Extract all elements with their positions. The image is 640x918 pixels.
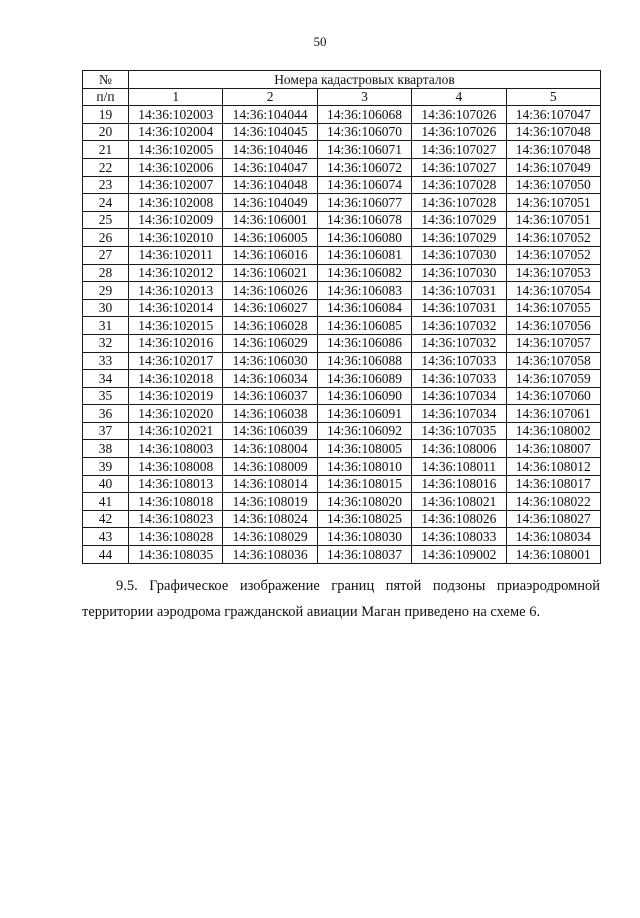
cadastral-quarter-cell: 14:36:102020 bbox=[129, 405, 223, 423]
row-number-cell: 42 bbox=[83, 510, 129, 528]
cadastral-quarter-cell: 14:36:108024 bbox=[223, 510, 317, 528]
row-number-cell: 23 bbox=[83, 176, 129, 194]
cadastral-quarter-cell: 14:36:108035 bbox=[129, 546, 223, 564]
table-row bbox=[83, 211, 601, 229]
cadastral-quarter-cell: 14:36:107029 bbox=[412, 211, 506, 229]
cadastral-quarter-cell: 14:36:106086 bbox=[317, 334, 411, 352]
table-row bbox=[83, 458, 601, 476]
row-number-cell: 22 bbox=[83, 158, 129, 176]
cadastral-quarter-cell: 14:36:104048 bbox=[223, 176, 317, 194]
cadastral-quarter-cell: 14:36:108037 bbox=[317, 546, 411, 564]
table-row bbox=[83, 317, 601, 335]
row-number-cell: 32 bbox=[83, 334, 129, 352]
cadastral-quarter-cell: 14:36:106078 bbox=[317, 211, 411, 229]
table-row bbox=[83, 176, 601, 194]
cadastral-quarter-cell: 14:36:108011 bbox=[412, 458, 506, 476]
cadastral-quarter-cell: 14:36:104049 bbox=[223, 194, 317, 212]
cadastral-quarter-cell: 14:36:107051 bbox=[506, 194, 600, 212]
table-row bbox=[83, 546, 601, 564]
cadastral-quarter-cell: 14:36:108018 bbox=[129, 493, 223, 511]
cadastral-quarter-cell: 14:36:106028 bbox=[223, 317, 317, 335]
cadastral-quarter-cell: 14:36:108028 bbox=[129, 528, 223, 546]
cadastral-quarter-cell: 14:36:106084 bbox=[317, 299, 411, 317]
cadastral-quarter-cell: 14:36:106026 bbox=[223, 282, 317, 300]
cadastral-quarter-cell: 14:36:106030 bbox=[223, 352, 317, 370]
cadastral-quarter-cell: 14:36:107034 bbox=[412, 387, 506, 405]
cadastral-quarter-cell: 14:36:106088 bbox=[317, 352, 411, 370]
cadastral-quarter-cell: 14:36:102003 bbox=[129, 106, 223, 124]
table-row bbox=[83, 299, 601, 317]
cadastral-quarter-cell: 14:36:106001 bbox=[223, 211, 317, 229]
cadastral-quarter-cell: 14:36:106090 bbox=[317, 387, 411, 405]
cadastral-quarter-cell: 14:36:107029 bbox=[412, 229, 506, 247]
header-column-number: 2 bbox=[223, 88, 317, 106]
row-number-cell: 33 bbox=[83, 352, 129, 370]
table-row bbox=[83, 493, 601, 511]
row-number-cell: 28 bbox=[83, 264, 129, 282]
cadastral-quarter-cell: 14:36:107052 bbox=[506, 246, 600, 264]
cadastral-quarter-cell: 14:36:102011 bbox=[129, 246, 223, 264]
cadastral-quarter-cell: 14:36:108008 bbox=[129, 458, 223, 476]
cadastral-quarter-cell: 14:36:108020 bbox=[317, 493, 411, 511]
page-number: 50 bbox=[313, 34, 327, 49]
cadastral-quarter-cell: 14:36:102009 bbox=[129, 211, 223, 229]
cadastral-quarter-cell: 14:36:102007 bbox=[129, 176, 223, 194]
header-group-title: Номера кадастровых кварталов bbox=[129, 71, 601, 89]
table-row bbox=[83, 370, 601, 388]
table-header bbox=[83, 71, 601, 106]
cadastral-quarter-cell: 14:36:106074 bbox=[317, 176, 411, 194]
table-row bbox=[83, 387, 601, 405]
cadastral-quarter-cell: 14:36:107028 bbox=[412, 176, 506, 194]
table-row bbox=[83, 106, 601, 124]
cadastral-quarter-cell: 14:36:108009 bbox=[223, 458, 317, 476]
cadastral-quarter-cell: 14:36:107033 bbox=[412, 352, 506, 370]
cadastral-quarter-cell: 14:36:107034 bbox=[412, 405, 506, 423]
cadastral-quarter-cell: 14:36:108014 bbox=[223, 475, 317, 493]
cadastral-quarter-cell: 14:36:108015 bbox=[317, 475, 411, 493]
cadastral-quarter-cell: 14:36:107057 bbox=[506, 334, 600, 352]
cadastral-quarter-cell: 14:36:106091 bbox=[317, 405, 411, 423]
cadastral-quarter-cell: 14:36:104046 bbox=[223, 141, 317, 159]
cadastral-quarter-cell: 14:36:102004 bbox=[129, 123, 223, 141]
cadastral-quarter-cell: 14:36:108029 bbox=[223, 528, 317, 546]
header-num-symbol: № bbox=[83, 71, 129, 89]
cadastral-quarter-cell: 14:36:107031 bbox=[412, 299, 506, 317]
row-number-cell: 40 bbox=[83, 475, 129, 493]
schema-reference-paragraph bbox=[82, 573, 600, 625]
cadastral-quarter-cell: 14:36:107061 bbox=[506, 405, 600, 423]
cadastral-quarter-cell: 14:36:106072 bbox=[317, 158, 411, 176]
cadastral-quarter-cell: 14:36:107031 bbox=[412, 282, 506, 300]
cadastral-quarter-cell: 14:36:106092 bbox=[317, 422, 411, 440]
cadastral-quarter-cell: 14:36:107048 bbox=[506, 141, 600, 159]
cadastral-quarter-cell: 14:36:107054 bbox=[506, 282, 600, 300]
cadastral-quarter-cell: 14:36:108013 bbox=[129, 475, 223, 493]
table-row bbox=[83, 123, 601, 141]
row-number-cell: 35 bbox=[83, 387, 129, 405]
cadastral-quarter-cell: 14:36:107032 bbox=[412, 334, 506, 352]
cadastral-quarter-cell: 14:36:108010 bbox=[317, 458, 411, 476]
cadastral-quarter-cell: 14:36:102018 bbox=[129, 370, 223, 388]
cadastral-quarter-cell: 14:36:108019 bbox=[223, 493, 317, 511]
cadastral-quarter-cell: 14:36:107055 bbox=[506, 299, 600, 317]
cadastral-quarter-cell: 14:36:108023 bbox=[129, 510, 223, 528]
cadastral-quarter-cell: 14:36:108036 bbox=[223, 546, 317, 564]
cadastral-quarter-cell: 14:36:107047 bbox=[506, 106, 600, 124]
row-number-cell: 26 bbox=[83, 229, 129, 247]
table-row bbox=[83, 246, 601, 264]
cadastral-quarter-cell: 14:36:102017 bbox=[129, 352, 223, 370]
header-column-number: 4 bbox=[412, 88, 506, 106]
row-number-cell: 25 bbox=[83, 211, 129, 229]
cadastral-quarters-table bbox=[82, 70, 601, 564]
cadastral-quarter-cell: 14:36:106077 bbox=[317, 194, 411, 212]
cadastral-quarter-cell: 14:36:106038 bbox=[223, 405, 317, 423]
cadastral-quarter-cell: 14:36:102010 bbox=[129, 229, 223, 247]
cadastral-quarter-cell: 14:36:107052 bbox=[506, 229, 600, 247]
cadastral-quarter-cell: 14:36:107049 bbox=[506, 158, 600, 176]
cadastral-quarter-cell: 14:36:104045 bbox=[223, 123, 317, 141]
paragraph-line: 9.5. Графическое изображение границ пятой подзоны приаэродромной bbox=[116, 578, 600, 594]
cadastral-quarter-cell: 14:36:106037 bbox=[223, 387, 317, 405]
cadastral-quarter-cell: 14:36:104044 bbox=[223, 106, 317, 124]
cadastral-quarter-cell: 14:36:106085 bbox=[317, 317, 411, 335]
table-row bbox=[83, 352, 601, 370]
cadastral-quarter-cell: 14:36:102008 bbox=[129, 194, 223, 212]
table-row bbox=[83, 440, 601, 458]
cadastral-quarter-cell: 14:36:108026 bbox=[412, 510, 506, 528]
cadastral-quarter-cell: 14:36:102006 bbox=[129, 158, 223, 176]
cadastral-quarter-cell: 14:36:107027 bbox=[412, 158, 506, 176]
cadastral-quarter-cell: 14:36:107048 bbox=[506, 123, 600, 141]
cadastral-quarter-cell: 14:36:106021 bbox=[223, 264, 317, 282]
cadastral-quarter-cell: 14:36:106083 bbox=[317, 282, 411, 300]
cadastral-quarter-cell: 14:36:106027 bbox=[223, 299, 317, 317]
cadastral-quarter-cell: 14:36:107032 bbox=[412, 317, 506, 335]
row-number-cell: 39 bbox=[83, 458, 129, 476]
cadastral-quarter-cell: 14:36:102015 bbox=[129, 317, 223, 335]
table-row bbox=[83, 282, 601, 300]
cadastral-quarter-cell: 14:36:102013 bbox=[129, 282, 223, 300]
cadastral-quarter-cell: 14:36:106029 bbox=[223, 334, 317, 352]
cadastral-quarter-cell: 14:36:108034 bbox=[506, 528, 600, 546]
cadastral-quarter-cell: 14:36:106071 bbox=[317, 141, 411, 159]
header-column-number: 5 bbox=[506, 88, 600, 106]
cadastral-quarter-cell: 14:36:108004 bbox=[223, 440, 317, 458]
table-row bbox=[83, 528, 601, 546]
row-number-cell: 38 bbox=[83, 440, 129, 458]
cadastral-quarter-cell: 14:36:108025 bbox=[317, 510, 411, 528]
cadastral-quarter-cell: 14:36:102021 bbox=[129, 422, 223, 440]
cadastral-quarter-cell: 14:36:107053 bbox=[506, 264, 600, 282]
cadastral-quarter-cell: 14:36:106070 bbox=[317, 123, 411, 141]
cadastral-quarter-cell: 14:36:108022 bbox=[506, 493, 600, 511]
cadastral-quarter-cell: 14:36:108006 bbox=[412, 440, 506, 458]
table-row bbox=[83, 229, 601, 247]
row-number-cell: 24 bbox=[83, 194, 129, 212]
cadastral-quarter-cell: 14:36:108007 bbox=[506, 440, 600, 458]
cadastral-quarter-cell: 14:36:109002 bbox=[412, 546, 506, 564]
cadastral-quarter-cell: 14:36:107026 bbox=[412, 123, 506, 141]
cadastral-quarter-cell: 14:36:106080 bbox=[317, 229, 411, 247]
cadastral-quarter-cell: 14:36:107026 bbox=[412, 106, 506, 124]
cadastral-quarter-cell: 14:36:106039 bbox=[223, 422, 317, 440]
cadastral-quarter-cell: 14:36:106034 bbox=[223, 370, 317, 388]
cadastral-quarter-cell: 14:36:106082 bbox=[317, 264, 411, 282]
header-column-number: 3 bbox=[317, 88, 411, 106]
row-number-cell: 21 bbox=[83, 141, 129, 159]
table-row bbox=[83, 141, 601, 159]
table-row bbox=[83, 158, 601, 176]
paragraph-line: территории аэродрома гражданской авиации Маган приведено на схеме 6. bbox=[82, 604, 541, 620]
cadastral-quarter-cell: 14:36:108012 bbox=[506, 458, 600, 476]
cadastral-quarter-cell: 14:36:107033 bbox=[412, 370, 506, 388]
cadastral-quarter-cell: 14:36:108005 bbox=[317, 440, 411, 458]
cadastral-quarter-cell: 14:36:106068 bbox=[317, 106, 411, 124]
cadastral-quarter-cell: 14:36:102012 bbox=[129, 264, 223, 282]
table-row bbox=[83, 334, 601, 352]
table-row bbox=[83, 194, 601, 212]
table-row bbox=[83, 510, 601, 528]
cadastral-quarter-cell: 14:36:107050 bbox=[506, 176, 600, 194]
row-number-cell: 34 bbox=[83, 370, 129, 388]
table-row bbox=[83, 422, 601, 440]
cadastral-quarter-cell: 14:36:107056 bbox=[506, 317, 600, 335]
cadastral-quarter-cell: 14:36:107060 bbox=[506, 387, 600, 405]
row-number-cell: 43 bbox=[83, 528, 129, 546]
cadastral-quarter-cell: 14:36:107030 bbox=[412, 264, 506, 282]
row-number-cell: 19 bbox=[83, 106, 129, 124]
cadastral-quarter-cell: 14:36:108002 bbox=[506, 422, 600, 440]
row-number-cell: 36 bbox=[83, 405, 129, 423]
cadastral-quarter-cell: 14:36:106005 bbox=[223, 229, 317, 247]
cadastral-quarter-cell: 14:36:106016 bbox=[223, 246, 317, 264]
row-number-cell: 30 bbox=[83, 299, 129, 317]
cadastral-quarter-cell: 14:36:108021 bbox=[412, 493, 506, 511]
cadastral-quarter-cell: 14:36:107058 bbox=[506, 352, 600, 370]
cadastral-quarter-cell: 14:36:104047 bbox=[223, 158, 317, 176]
cadastral-quarter-cell: 14:36:108001 bbox=[506, 546, 600, 564]
header-column-number: 1 bbox=[129, 88, 223, 106]
cadastral-quarter-cell: 14:36:108033 bbox=[412, 528, 506, 546]
cadastral-quarter-cell: 14:36:107028 bbox=[412, 194, 506, 212]
row-number-cell: 27 bbox=[83, 246, 129, 264]
row-number-cell: 41 bbox=[83, 493, 129, 511]
table-body bbox=[83, 106, 601, 563]
cadastral-quarter-cell: 14:36:106089 bbox=[317, 370, 411, 388]
cadastral-quarter-cell: 14:36:102016 bbox=[129, 334, 223, 352]
cadastral-quarter-cell: 14:36:108016 bbox=[412, 475, 506, 493]
table-row bbox=[83, 264, 601, 282]
row-number-cell: 29 bbox=[83, 282, 129, 300]
row-number-cell: 20 bbox=[83, 123, 129, 141]
cadastral-quarter-cell: 14:36:102014 bbox=[129, 299, 223, 317]
cadastral-quarter-cell: 14:36:108003 bbox=[129, 440, 223, 458]
row-number-cell: 44 bbox=[83, 546, 129, 564]
cadastral-quarter-cell: 14:36:107035 bbox=[412, 422, 506, 440]
cadastral-quarter-cell: 14:36:107059 bbox=[506, 370, 600, 388]
header-num-label: п/п bbox=[83, 88, 129, 106]
cadastral-quarter-cell: 14:36:108017 bbox=[506, 475, 600, 493]
cadastral-quarter-cell: 14:36:108030 bbox=[317, 528, 411, 546]
cadastral-quarter-cell: 14:36:108027 bbox=[506, 510, 600, 528]
table-row bbox=[83, 475, 601, 493]
cadastral-quarter-cell: 14:36:102005 bbox=[129, 141, 223, 159]
row-number-cell: 31 bbox=[83, 317, 129, 335]
row-number-cell: 37 bbox=[83, 422, 129, 440]
table-row bbox=[83, 405, 601, 423]
cadastral-quarter-cell: 14:36:107051 bbox=[506, 211, 600, 229]
cadastral-quarter-cell: 14:36:107027 bbox=[412, 141, 506, 159]
cadastral-quarter-cell: 14:36:102019 bbox=[129, 387, 223, 405]
cadastral-quarter-cell: 14:36:106081 bbox=[317, 246, 411, 264]
cadastral-quarter-cell: 14:36:107030 bbox=[412, 246, 506, 264]
